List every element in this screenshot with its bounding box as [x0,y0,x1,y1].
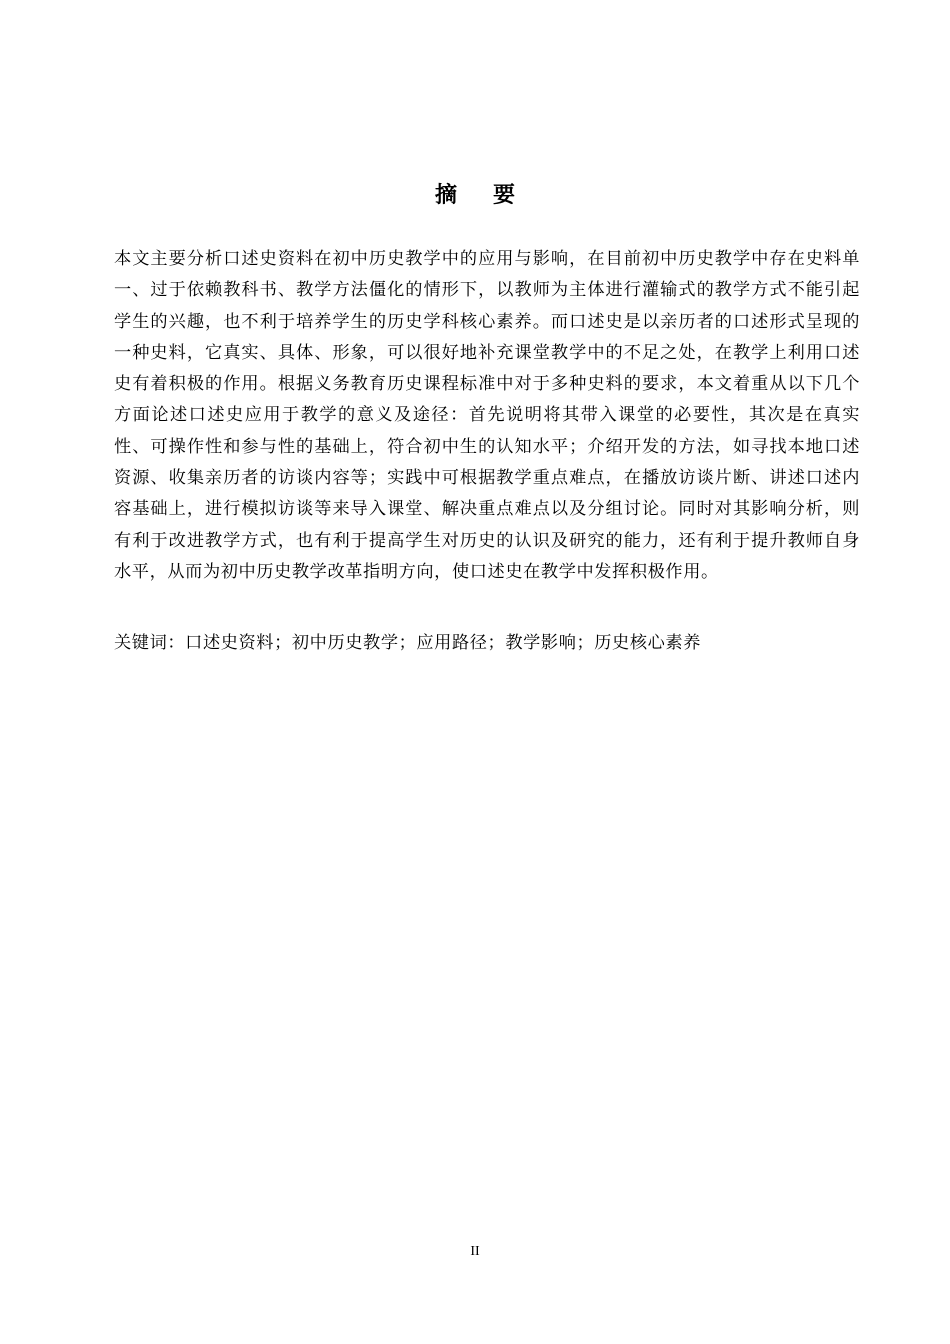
page-number: II [470,1244,480,1259]
abstract-body: 本文主要分析口述史资料在初中历史教学中的应用与影响，在目前初中历史教学中存在史料单一、过于依赖教科书、教学方法僵化的情形下，以教师为主体进行灌输式的教学方式不能引起学生的兴趣，也不利于培养学生的历史学科核心素养。而口述史是以亲历者的口述形式呈现的一种史料，它真实、具体、形象，可以很好地补充课堂教学中的不足之处，在教学上利用口述史有着积极的作用。根据义务教育历史课程标准中对于多种史料的要求，本文着重从以下几个方面论述口述史应用于教学的意义及途径：首先说明将其带入课堂的必要性，其次是在真实性、可操作性和参与性的基础上，符合初中生的认知水平；介绍开发的方法，如寻找本地口述资源、收集亲历者的访谈内容等；实践中可根据教学重点难点，在播放访谈片断、讲述口述内容基础上，进行模拟访谈等来导入课堂、解决重点难点以及分组讨论。同时对其影响分析，则有利于改进教学方式，也有利于提高学生对历史的认识及研究的能力，还有利于提升教师自身水平，从而为初中历史教学改革指明方向，使口述史在教学中发挥积极作用。 [114,249,860,582]
keywords-line: 关键词：口述史资料；初中历史教学；应用路径；教学影响；历史核心素养 [114,633,701,653]
abstract-title: 摘要 [434,182,551,208]
